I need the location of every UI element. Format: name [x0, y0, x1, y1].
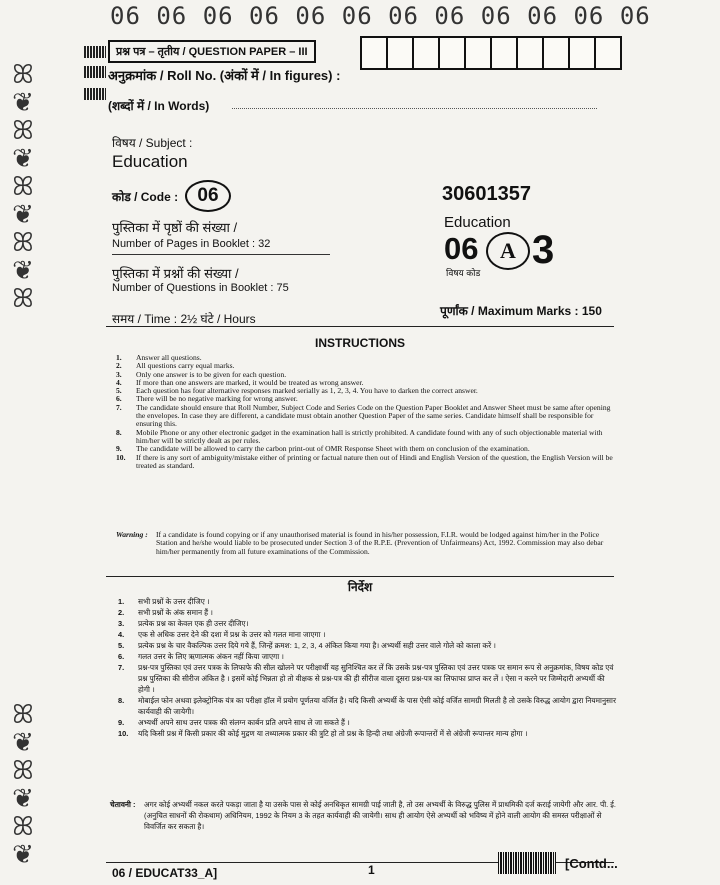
barcode-icon [498, 852, 556, 874]
roll-digit-box[interactable] [542, 36, 570, 70]
pages-label-hindi: पुस्तिका में पृष्ठों की संख्या / [112, 220, 238, 235]
divider [106, 326, 614, 327]
ornament-border-bottom: ꕤ ❦ ꕤ ❦ ꕤ ❦ [12, 699, 32, 869]
subject-label: विषय / Subject : [112, 136, 193, 150]
roll-digit-box[interactable] [386, 36, 414, 70]
series-caption: विषय कोड [446, 268, 481, 278]
code-strip: 06 06 06 06 06 06 06 06 06 06 06 06 [110, 2, 651, 30]
instruction-item: 2. सभी प्रश्नों के अंक समान हैं । [118, 608, 213, 617]
instruction-item: 8. Mobile Phone or any other electronic gadget in the examination hall is strictly prohibited. A candidate found with any of such objectionable material with him/her will be strictly dealt as per rules. [116, 427, 603, 445]
instruction-item: 4. If more than one answers are marked, it would be treated as wrong answer. [116, 377, 364, 387]
mini-barcode-icon [84, 66, 106, 78]
question-paper-label: प्रश्न पत्र – तृतीय / QUESTION PAPER – III [108, 40, 316, 63]
series-code: 06 [444, 231, 479, 266]
instructions-list-english [116, 354, 616, 470]
questions-label-hindi: पुस्तिका में प्रश्नों की संख्या / [112, 266, 239, 281]
instruction-item: 6. There will be no negative marking for wrong answer. [116, 394, 298, 404]
code-label: कोड / Code : [112, 190, 179, 204]
pages-label-english: Number of Pages in Booklet : 32 [112, 238, 271, 250]
warning-text: अगर कोई अभ्यर्थी नकल करते पकड़ा जाता है या उसके पास से कोई अनधिकृत सामग्री पाई जाती है, तो उस अभ्यर्थी के विरुद्ध पुलिस में प्राथमिकी दर्ज कराई जायेगी और आर. पी. ई. (अनुचित साधनों की रोकथाम) अधिनियम, 1992 के नियम 3 के तहत कार्यवाही की जायेगी। साथ ही आयोग ऐसे अभ्यर्थी को भविष्य में होने वाली आयोग की समस्त परीक्षाओं से विवर्जित कर सकता है। [144, 800, 616, 831]
questions-label-english: Number of Questions in Booklet : 75 [112, 282, 289, 294]
roll-number-boxes[interactable] [362, 36, 622, 70]
hindi-instructions-title: निर्देश [347, 580, 373, 594]
divider [112, 254, 330, 255]
instruction-item: 6. गलत उत्तर के लिए ऋणात्मक अंकन नहीं किया जाएगा । [118, 652, 284, 661]
instruction-item: 5. Each question has four alternative responses marked serially as 1, 2, 3, 4. You have to darken the correct answer. [116, 386, 478, 396]
roll-digit-box[interactable] [412, 36, 440, 70]
warning-english [116, 531, 616, 556]
mini-barcode-icon [84, 46, 106, 58]
roll-digit-box[interactable] [594, 36, 622, 70]
series-subject: Education [444, 214, 511, 231]
code-value: 06 [185, 180, 231, 212]
instruction-item: 1. सभी प्रश्नों के उत्तर दीजिए । [118, 597, 210, 606]
divider [106, 576, 614, 577]
instruction-item: 1. Answer all questions. [116, 353, 202, 362]
roll-digit-box[interactable] [490, 36, 518, 70]
series-number: 3 [532, 228, 555, 272]
instruction-item: 5. प्रत्येक प्रश्न के चार वैकल्पिक उत्तर दिये गये हैं, जिन्हें क्रमश: 1, 2, 3, 4 अंकित किया गया है। अभ्यर्थी सही उत्तर वाले गोले को काला करें । [118, 641, 496, 650]
warning-label: चेतावनी : [110, 800, 136, 809]
ornament-border-top: ꕤ ❦ ꕤ ❦ ꕤ ❦ ꕤ ❦ ꕤ [12, 59, 32, 313]
instruction-item: 10. If there is any sort of ambiguity/mistake either of printing or factual nature then out of Hindi and English Version of the question, the English Version will be treated as standard. [116, 452, 613, 470]
mini-barcode-icon [84, 88, 106, 100]
warning-label: Warning : [116, 530, 148, 539]
instruction-item: 9. अभ्यर्थी अपने साथ उत्तर पत्रक की संलग्न कार्बन प्रति अपने साथ ले जा सकते हैं । [118, 718, 350, 727]
instructions-list-hindi [118, 596, 618, 739]
instruction-item: 4. एक से अधिक उत्तर देने की दशा में प्रश्न के उत्तर को गलत माना जाएगा । [118, 630, 326, 639]
roll-digit-box[interactable] [464, 36, 492, 70]
instruction-item: 10. यदि किसी प्रश्न में किसी प्रकार की कोई मुद्रण या तथ्यात्मक प्रकार की त्रुटि हो तो प्रश्न के हिन्दी तथा अंग्रेजी रूपान्तरों में से अंग्रेजी रूपान्तर मान्य होगा । [118, 729, 528, 738]
series-letter: A [486, 232, 530, 270]
roll-digit-box[interactable] [438, 36, 466, 70]
in-words-label: (शब्दों में / In Words) [108, 99, 210, 113]
roll-number-label: अनुक्रमांक / Roll No. (अंकों में / In figures) : [108, 68, 341, 83]
warning-text: If a candidate is found copying or if any unauthorised material is found in his/her possession, F.I.R. would be lodged against him/her in the Police Station and he/she would liable to be prosecuted under Section 3 of the R.P.E. (Prevention of Unfairmeans) Act, 1992. Commission may also debar him/her permanently from all future examinations of the Commission. [156, 530, 604, 556]
footer-code: 06 / EDUCAT33_A] [112, 866, 218, 880]
roll-digit-box[interactable] [360, 36, 388, 70]
instruction-item: 7. प्रश्न-पत्र पुस्तिका एवं उत्तर पत्रक के लिफाफे की सील खोलने पर परीक्षार्थी यह सुनिश्चित कर लें कि उसके प्रश्न-पत्र पुस्तिका एवं उत्तर पत्रक पर समान रूप से अनुक्रमांक, विषय कोड एवं प्रश्न पुस्तिका की सीरीज अंकित है । इसमें कोई भिन्नता हो तो वीक्षक से प्रश्न-पत्र की ही सीरीज वाला दूसरा प्रश्न-पत्र का लिफाफा प्राप्त कर लें । ऐसा न करने पर जिम्मेदारी अभ्यर्थी की होगी । [118, 663, 614, 694]
roll-digit-box[interactable] [516, 36, 544, 70]
continued-label: [Contd... [565, 856, 618, 871]
subject-value: Education [112, 152, 188, 171]
instruction-item: 7. The candidate should ensure that Roll Number, Subject Code and Series Code on the Question Paper Booklet and Answer Sheet must be same after opening the envelopes. In case they are different, a candidate must obtain another Question Paper of the same series. Candidate himself shall be responsible for ensuring this. [116, 402, 611, 429]
instruction-item: 3. प्रत्येक प्रश्न का केवल एक ही उत्तर दीजिए। [118, 619, 249, 628]
instruction-item: 8. मोबाईल फोन अथवा इलेक्ट्रोनिक यंत्र का परीक्षा हॉल में प्रयोग पूर्णतया वर्जित है। यदि किसी अभ्यर्थी के पास ऐसी कोई वर्जित सामग्री मिलती है तो उसके विरुद्ध आयोग द्वारा नियमानुसार कार्यवाही की जायेगी। [118, 696, 616, 716]
roll-digit-box[interactable] [568, 36, 596, 70]
booklet-number: 30601357 [442, 183, 531, 205]
instructions-title: INSTRUCTIONS [315, 336, 405, 350]
time-label: समय / Time : 2½ घंटे / Hours [112, 312, 256, 326]
instruction-item: 3. Only one answer is to be given for each question. [116, 369, 287, 379]
in-words-line[interactable] [232, 108, 597, 109]
page-number: 1 [368, 863, 375, 877]
warning-hindi [110, 799, 620, 832]
instruction-item: 2. All questions carry equal marks. [116, 361, 235, 371]
max-marks-label: पूर्णांक / Maximum Marks : 150 [440, 304, 602, 318]
instruction-item: 9. The candidate will be allowed to carry the carbon print-out of OMR Response Sheet with them on conclusion of the examination. [116, 444, 530, 454]
